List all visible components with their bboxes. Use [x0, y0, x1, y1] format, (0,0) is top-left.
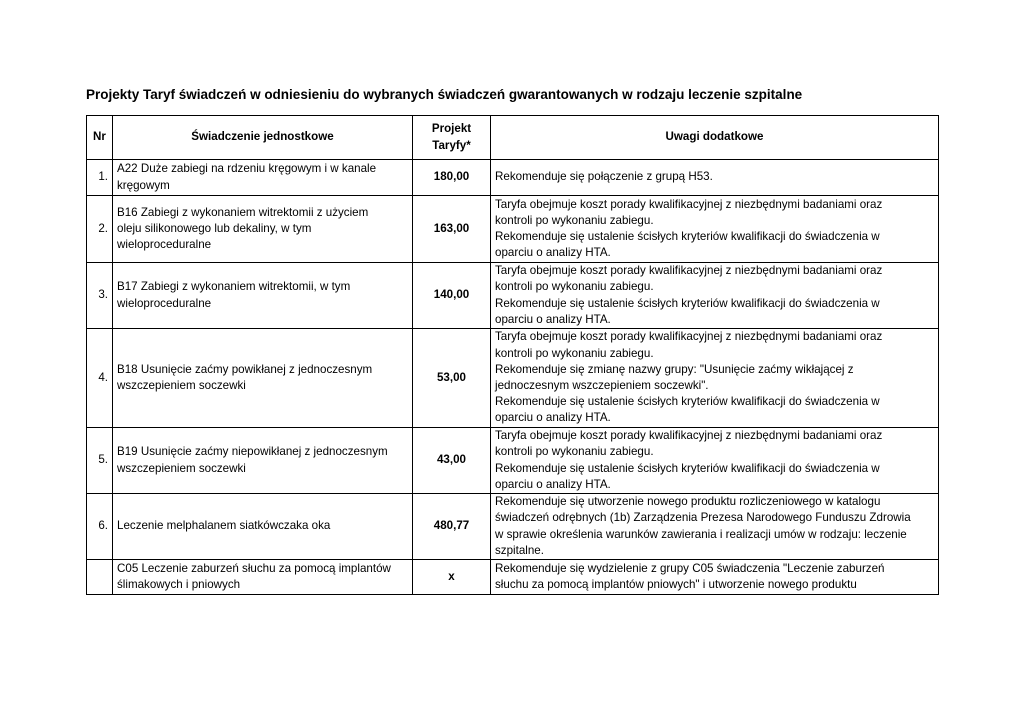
- cell-service: [113, 160, 413, 196]
- table-row: [87, 263, 939, 329]
- cell-tariff: 53,00: [413, 329, 491, 428]
- notes-line: Rekomenduje się ustalenie ścisłych kryteriów kwalifikacji do świadczenia w: [495, 461, 880, 475]
- cell-nr: 4.: [87, 329, 113, 428]
- cell-nr: 5.: [87, 428, 113, 494]
- cell-service: [113, 329, 413, 428]
- header-tariff-line1: Projekt: [431, 122, 472, 136]
- notes-line: oparciu o analizy HTA.: [495, 477, 611, 491]
- cell-tariff: 180,00: [413, 160, 491, 196]
- service-line: kręgowym: [117, 178, 170, 192]
- notes-line: jednoczesnym wszczepieniem soczewki".: [495, 379, 709, 392]
- notes-line: oparciu o analizy HTA.: [495, 411, 611, 425]
- table-row: [87, 160, 939, 196]
- service-line: wieloproceduralne: [117, 238, 212, 252]
- cell-nr: [87, 560, 113, 595]
- notes-line: Rekomenduje się połączenie z grupą H53.: [495, 170, 713, 184]
- cell-service: [113, 560, 413, 595]
- table-row: [87, 196, 939, 263]
- cell-nr: 1.: [87, 160, 113, 196]
- notes-line: Rekomenduje się utworzenie nowego produktu rozliczeniowego w katalogu: [495, 495, 881, 509]
- service-line: wszczepieniem soczewki: [117, 379, 246, 392]
- cell-service: [113, 494, 413, 560]
- header-nr: Nr: [87, 116, 113, 160]
- notes-line: słuchu za pomocą implantów pniowych" i utworzenie nowego produktu: [495, 578, 857, 591]
- notes-line: Rekomenduje się ustalenie ścisłych kryteriów kwalifikacji do świadczenia w: [495, 395, 880, 409]
- notes-line: Taryfa obejmuje koszt porady kwalifikacyjnej z niezbędnymi badaniami oraz: [495, 264, 883, 278]
- service-line: oleju silikonowego lub dekaliny, w tym: [117, 221, 312, 235]
- notes-line: szpitalne.: [495, 543, 544, 557]
- table-row: [87, 560, 939, 595]
- service-line: Leczenie melphalanem siatkówczaka oka: [117, 519, 331, 533]
- cell-tariff: 480,77: [413, 494, 491, 560]
- cell-notes: [491, 160, 939, 196]
- table-row: [87, 329, 939, 428]
- notes-line: oparciu o analizy HTA.: [495, 246, 611, 260]
- service-line: B16 Zabiegi z wykonaniem witrektomii z użyciem: [117, 205, 369, 219]
- service-line: ślimakowych i pniowych: [117, 578, 241, 591]
- cell-service: [113, 263, 413, 329]
- cell-notes: [491, 560, 939, 595]
- cell-notes: [491, 263, 939, 329]
- service-line: B17 Zabiegi z wykonaniem witrektomii, w tym: [117, 280, 351, 294]
- table-header-row: [87, 116, 939, 160]
- notes-line: kontroli po wykonaniu zabiegu.: [495, 346, 654, 360]
- cell-tariff: 140,00: [413, 263, 491, 329]
- notes-line: kontroli po wykonaniu zabiegu.: [495, 445, 654, 459]
- tariff-table: [86, 115, 939, 595]
- notes-line: kontroli po wykonaniu zabiegu.: [495, 213, 654, 227]
- notes-line: Rekomenduje się zmianę nazwy grupy: "Usunięcie zaćmy wikłającej z: [495, 362, 854, 376]
- notes-line: Taryfa obejmuje koszt porady kwalifikacyjnej z niezbędnymi badaniami oraz: [495, 330, 883, 344]
- cell-tariff: x: [413, 560, 491, 595]
- notes-line: w sprawie określenia warunków zawierania i realizacji umów w rodzaju: leczenie: [495, 527, 907, 541]
- cell-tariff: 163,00: [413, 196, 491, 263]
- notes-line: oparciu o analizy HTA.: [495, 312, 611, 326]
- notes-line: Rekomenduje się ustalenie ścisłych kryteriów kwalifikacji do świadczenia w: [495, 296, 880, 310]
- service-line: B18 Usunięcie zaćmy powikłanej z jednoczesnym: [117, 362, 373, 376]
- service-line: B19 Usunięcie zaćmy niepowikłanej z jednoczesnym: [117, 445, 388, 459]
- header-notes: Uwagi dodatkowe: [491, 116, 939, 160]
- cell-nr: 6.: [87, 494, 113, 560]
- notes-line: świadczeń odrębnych (1b) Zarządzenia Prezesa Narodowego Funduszu Zdrowia: [495, 511, 911, 525]
- cell-notes: [491, 196, 939, 263]
- cell-service: [113, 428, 413, 494]
- notes-line: kontroli po wykonaniu zabiegu.: [495, 280, 654, 294]
- cell-tariff: 43,00: [413, 428, 491, 494]
- service-line: A22 Duże zabiegi na rdzeniu kręgowym i w kanale: [117, 162, 377, 176]
- notes-line: Rekomenduje się ustalenie ścisłych kryteriów kwalifikacji do świadczenia w: [495, 230, 880, 243]
- cell-notes: [491, 329, 939, 428]
- service-line: wszczepieniem soczewki: [117, 461, 246, 475]
- cell-nr: 2.: [87, 196, 113, 263]
- header-tariff-line2: Taryfy*: [432, 138, 471, 152]
- document-title: Projekty Taryf świadczeń w odniesieniu do wybranych świadczeń gwarantowanych w rodzaju leczenie szpitalne: [86, 87, 803, 102]
- cell-notes: [491, 428, 939, 494]
- cell-nr: 3.: [87, 263, 113, 329]
- header-service: Świadczenie jednostkowe: [113, 116, 413, 160]
- table-row: [87, 428, 939, 494]
- notes-line: Taryfa obejmuje koszt porady kwalifikacyjnej z niezbędnymi badaniami oraz: [495, 429, 883, 443]
- service-line: C05 Leczenie zaburzeń słuchu za pomocą implantów: [117, 561, 391, 575]
- service-line: wieloproceduralne: [117, 296, 212, 310]
- notes-line: Rekomenduje się wydzielenie z grupy C05 świadczenia "Leczenie zaburzeń: [495, 561, 885, 575]
- table-row: [87, 494, 939, 560]
- cell-notes: [491, 494, 939, 560]
- cell-service: [113, 196, 413, 263]
- notes-line: Taryfa obejmuje koszt porady kwalifikacyjnej z niezbędnymi badaniami oraz: [495, 197, 883, 211]
- header-tariff: [413, 116, 491, 160]
